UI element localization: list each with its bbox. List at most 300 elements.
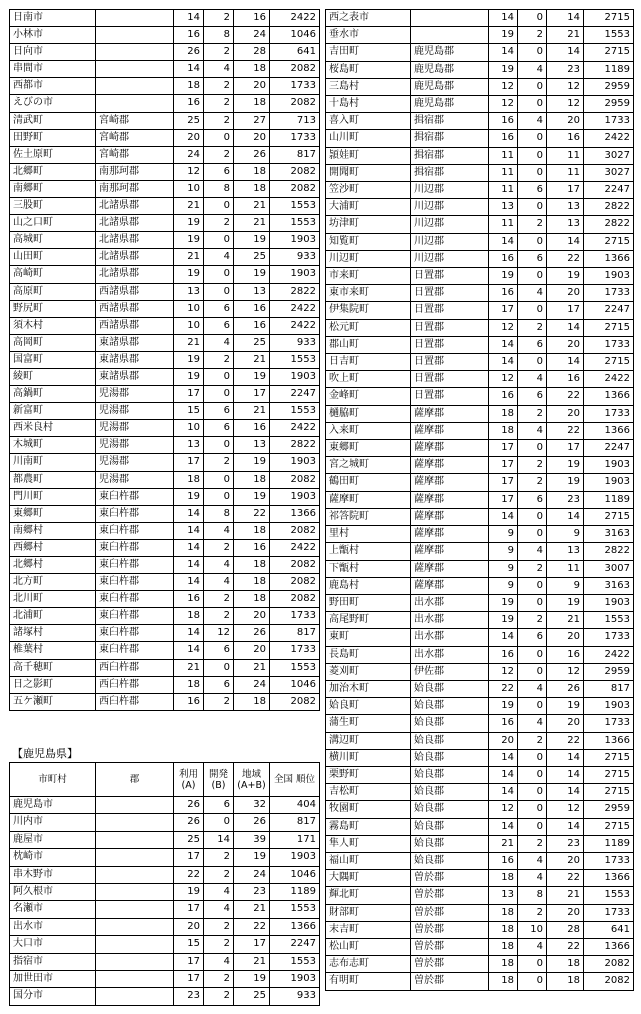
dev-score-cell: 2 (518, 560, 547, 577)
municipality-cell: 鶴田町 (326, 474, 411, 491)
national-rank-cell: 2715 (584, 784, 634, 801)
municipality-cell: 加世田市 (10, 971, 96, 988)
table-row (10, 557, 320, 574)
region-score-cell: 25 (234, 988, 270, 1005)
region-score-cell: 20 (234, 642, 270, 659)
table-row (10, 936, 320, 953)
dev-score-cell: 6 (204, 797, 234, 814)
table-row (326, 766, 634, 783)
table-row (10, 351, 320, 368)
county-cell: 曽於郡 (411, 973, 489, 990)
national-rank-cell: 1046 (270, 866, 320, 883)
region-score-cell: 14 (547, 508, 584, 525)
county-cell: 薩摩郡 (411, 491, 489, 508)
table-row (10, 591, 320, 608)
dev-score-cell: 4 (204, 61, 234, 78)
use-score-cell: 14 (489, 44, 518, 61)
dev-score-cell: 4 (204, 901, 234, 918)
dev-score-cell: 4 (204, 249, 234, 266)
county-cell: 姶良郡 (411, 680, 489, 697)
county-cell: 日置郡 (411, 268, 489, 285)
county-cell: 姶良郡 (411, 715, 489, 732)
region-score-cell: 16 (234, 10, 270, 27)
dev-score-cell: 2 (204, 539, 234, 556)
national-rank-cell: 1553 (270, 953, 320, 970)
municipality-cell: 垂水市 (326, 27, 411, 44)
table-row (10, 437, 320, 454)
national-rank-cell: 1366 (584, 422, 634, 439)
region-score-cell: 21 (234, 351, 270, 368)
county-cell: 北諸県郡 (96, 232, 174, 249)
county-cell: 北諸県郡 (96, 215, 174, 232)
table-row (10, 849, 320, 866)
use-score-cell: 17 (174, 901, 204, 918)
region-score-cell: 39 (234, 831, 270, 848)
municipality-cell: 西米良村 (10, 420, 96, 437)
table-row (10, 539, 320, 556)
table-row (10, 625, 320, 642)
municipality-cell: 北郷村 (10, 557, 96, 574)
national-rank-cell: 1903 (270, 266, 320, 283)
use-score-cell: 14 (489, 10, 518, 27)
national-rank-cell: 1733 (584, 113, 634, 130)
county-cell: 東臼杵郡 (96, 557, 174, 574)
use-score-cell: 20 (174, 918, 204, 935)
use-score-cell: 17 (489, 491, 518, 508)
national-rank-cell: 933 (270, 334, 320, 351)
dev-score-cell: 12 (204, 625, 234, 642)
county-cell (96, 936, 174, 953)
use-score-cell: 19 (489, 61, 518, 78)
use-score-cell: 9 (489, 577, 518, 594)
region-score-cell: 22 (234, 505, 270, 522)
municipality-cell: 阿久根市 (10, 884, 96, 901)
dev-score-cell: 2 (518, 732, 547, 749)
dev-score-cell: 0 (518, 508, 547, 525)
region-score-cell: 14 (547, 784, 584, 801)
national-rank-cell: 171 (270, 831, 320, 848)
municipality-cell: 高尾野町 (326, 612, 411, 629)
municipality-cell: 吹上町 (326, 371, 411, 388)
table-row (326, 285, 634, 302)
county-cell: 姶良郡 (411, 732, 489, 749)
dev-score-cell: 6 (518, 336, 547, 353)
table-row (10, 814, 320, 831)
dev-score-cell: 8 (204, 27, 234, 44)
dev-score-cell: 2 (204, 78, 234, 95)
municipality-cell: 鹿島村 (326, 577, 411, 594)
municipality-cell: 伊集院町 (326, 302, 411, 319)
use-score-cell: 18 (489, 956, 518, 973)
county-cell: 薩摩郡 (411, 543, 489, 560)
region-score-cell: 18 (547, 973, 584, 990)
table-row (326, 10, 634, 27)
county-cell: 西臼杵郡 (96, 659, 174, 676)
use-score-cell: 19 (489, 698, 518, 715)
national-rank-cell: 1553 (270, 215, 320, 232)
dev-score-cell: 4 (204, 574, 234, 591)
dev-score-cell: 0 (204, 437, 234, 454)
table-row (10, 454, 320, 471)
dev-score-cell: 0 (518, 354, 547, 371)
table-row (326, 61, 634, 78)
municipality-cell: 山之口町 (10, 215, 96, 232)
dev-score-cell: 2 (518, 904, 547, 921)
use-score-cell: 16 (174, 27, 204, 44)
national-rank-cell: 1733 (584, 336, 634, 353)
county-cell: 宮崎郡 (96, 146, 174, 163)
municipality-cell: 笠沙町 (326, 182, 411, 199)
region-score-cell: 20 (547, 904, 584, 921)
county-cell: 東臼杵郡 (96, 591, 174, 608)
use-score-cell: 10 (174, 180, 204, 197)
table-row (326, 233, 634, 250)
municipality-cell: 門川町 (10, 488, 96, 505)
header-rank: 全国 順位 (270, 763, 320, 797)
region-score-cell: 22 (547, 250, 584, 267)
national-rank-cell: 1189 (584, 491, 634, 508)
national-rank-cell: 2247 (270, 386, 320, 403)
municipality-cell: 頴娃町 (326, 147, 411, 164)
national-rank-cell: 1553 (270, 351, 320, 368)
region-score-cell: 9 (547, 577, 584, 594)
national-rank-cell: 1189 (270, 884, 320, 901)
table-row (10, 300, 320, 317)
municipality-cell: 市来町 (326, 268, 411, 285)
municipality-cell: 有明町 (326, 973, 411, 990)
use-score-cell: 25 (174, 112, 204, 129)
national-rank-cell: 1903 (270, 368, 320, 385)
county-cell: 日置郡 (411, 354, 489, 371)
municipality-cell: 佐土原町 (10, 146, 96, 163)
dev-score-cell: 4 (518, 680, 547, 697)
table-row (326, 577, 634, 594)
region-score-cell: 21 (547, 887, 584, 904)
table-row (326, 354, 634, 371)
national-rank-cell: 641 (584, 921, 634, 938)
table-row (326, 956, 634, 973)
dev-score-cell: 0 (518, 784, 547, 801)
dev-score-cell: 2 (204, 146, 234, 163)
county-cell: 東諸県郡 (96, 368, 174, 385)
dev-score-cell: 4 (518, 543, 547, 560)
county-cell: 児湯郡 (96, 386, 174, 403)
table-row (10, 61, 320, 78)
region-score-cell: 21 (547, 27, 584, 44)
county-cell: 東臼杵郡 (96, 574, 174, 591)
municipality-cell: 新富町 (10, 403, 96, 420)
region-score-cell: 19 (234, 266, 270, 283)
dev-score-cell: 0 (204, 198, 234, 215)
national-rank-cell: 2422 (584, 646, 634, 663)
dev-score-cell: 0 (518, 973, 547, 990)
region-score-cell: 14 (547, 10, 584, 27)
dev-score-cell: 0 (518, 164, 547, 181)
national-rank-cell: 1903 (584, 268, 634, 285)
dev-score-cell: 2 (204, 608, 234, 625)
use-score-cell: 14 (174, 61, 204, 78)
municipality-cell: 北方町 (10, 574, 96, 591)
region-score-cell: 19 (547, 268, 584, 285)
use-score-cell: 13 (489, 199, 518, 216)
county-cell (96, 95, 174, 112)
table-row (326, 147, 634, 164)
use-score-cell: 14 (174, 522, 204, 539)
municipality-cell: 溝辺町 (326, 732, 411, 749)
table-row (10, 317, 320, 334)
region-score-cell: 26 (234, 814, 270, 831)
use-score-cell: 14 (489, 233, 518, 250)
table-row (10, 866, 320, 883)
region-score-cell: 20 (234, 608, 270, 625)
dev-score-cell: 4 (204, 884, 234, 901)
municipality-cell: 串間市 (10, 61, 96, 78)
dev-score-cell: 0 (204, 129, 234, 146)
dev-score-cell: 0 (518, 577, 547, 594)
county-cell (96, 44, 174, 61)
use-score-cell: 14 (174, 539, 204, 556)
county-cell: 薩摩郡 (411, 560, 489, 577)
national-rank-cell: 1366 (584, 938, 634, 955)
county-cell: 姶良郡 (411, 784, 489, 801)
region-score-cell: 19 (234, 849, 270, 866)
region-score-cell: 14 (547, 749, 584, 766)
municipality-cell: 桜島町 (326, 61, 411, 78)
national-rank-cell: 2959 (584, 801, 634, 818)
county-cell: 西諸県郡 (96, 317, 174, 334)
use-score-cell: 19 (489, 594, 518, 611)
table-row (10, 505, 320, 522)
municipality-cell: 入来町 (326, 422, 411, 439)
dev-score-cell: 2 (204, 866, 234, 883)
national-rank-cell: 3007 (584, 560, 634, 577)
national-rank-cell: 1903 (270, 454, 320, 471)
kagoshima-continued-table-body (326, 10, 634, 991)
use-score-cell: 18 (174, 78, 204, 95)
county-cell: 日置郡 (411, 302, 489, 319)
dev-score-cell: 2 (204, 849, 234, 866)
dev-score-cell: 0 (518, 96, 547, 113)
dev-score-cell: 2 (204, 454, 234, 471)
use-score-cell: 16 (174, 95, 204, 112)
dev-score-cell: 4 (204, 953, 234, 970)
county-cell: 伊佐郡 (411, 663, 489, 680)
use-score-cell: 15 (174, 403, 204, 420)
dev-score-cell: 8 (204, 505, 234, 522)
county-cell: 児湯郡 (96, 403, 174, 420)
county-cell: 姶良郡 (411, 749, 489, 766)
municipality-cell: 小林市 (10, 27, 96, 44)
county-cell: 東臼杵郡 (96, 539, 174, 556)
county-cell: 川辺郡 (411, 216, 489, 233)
dev-score-cell: 2 (204, 591, 234, 608)
region-score-cell: 16 (234, 317, 270, 334)
dev-score-cell: 6 (204, 300, 234, 317)
use-score-cell: 17 (174, 386, 204, 403)
national-rank-cell: 2715 (584, 354, 634, 371)
table-row (326, 835, 634, 852)
use-score-cell: 9 (489, 560, 518, 577)
use-score-cell: 14 (489, 508, 518, 525)
municipality-cell: 牧園町 (326, 801, 411, 818)
region-score-cell: 18 (234, 95, 270, 112)
county-cell: 出水郡 (411, 646, 489, 663)
region-score-cell: 26 (234, 625, 270, 642)
municipality-cell: 日之影町 (10, 676, 96, 693)
region-score-cell: 11 (547, 560, 584, 577)
use-score-cell: 19 (174, 232, 204, 249)
national-rank-cell: 2082 (270, 471, 320, 488)
county-cell: 西諸県郡 (96, 283, 174, 300)
dev-score-cell: 0 (204, 386, 234, 403)
region-score-cell: 25 (234, 334, 270, 351)
table-row (10, 522, 320, 539)
region-score-cell: 20 (547, 285, 584, 302)
national-rank-cell: 3027 (584, 147, 634, 164)
county-cell: 鹿児島郡 (411, 44, 489, 61)
region-score-cell: 21 (234, 953, 270, 970)
county-cell (96, 27, 174, 44)
region-score-cell: 16 (547, 371, 584, 388)
municipality-cell: 日南市 (10, 10, 96, 27)
region-score-cell: 19 (234, 971, 270, 988)
county-cell (96, 61, 174, 78)
use-score-cell: 12 (489, 371, 518, 388)
dev-score-cell: 4 (204, 334, 234, 351)
municipality-cell: 東市来町 (326, 285, 411, 302)
national-rank-cell: 1733 (584, 285, 634, 302)
table-row (326, 646, 634, 663)
region-score-cell: 18 (234, 61, 270, 78)
region-score-cell: 18 (234, 693, 270, 710)
use-score-cell: 11 (489, 182, 518, 199)
region-score-cell: 9 (547, 526, 584, 543)
table-row (10, 266, 320, 283)
table-row (10, 10, 320, 27)
table-row (326, 818, 634, 835)
region-score-cell: 12 (547, 96, 584, 113)
table-row (10, 27, 320, 44)
region-score-cell: 13 (547, 216, 584, 233)
county-cell: 児湯郡 (96, 471, 174, 488)
national-rank-cell: 1733 (584, 629, 634, 646)
region-score-cell: 13 (547, 543, 584, 560)
municipality-cell: 福山町 (326, 852, 411, 869)
municipality-cell: 下甑村 (326, 560, 411, 577)
dev-score-cell: 4 (518, 870, 547, 887)
municipality-cell: 川南町 (10, 454, 96, 471)
national-rank-cell: 2422 (270, 10, 320, 27)
use-score-cell: 17 (174, 971, 204, 988)
dev-score-cell: 4 (518, 852, 547, 869)
table-row (326, 216, 634, 233)
use-score-cell: 14 (489, 749, 518, 766)
region-score-cell: 19 (547, 594, 584, 611)
dev-score-cell: 2 (204, 10, 234, 27)
national-rank-cell: 2247 (584, 302, 634, 319)
national-rank-cell: 1733 (584, 715, 634, 732)
county-cell: 曽於郡 (411, 956, 489, 973)
national-rank-cell: 1189 (584, 835, 634, 852)
county-cell: 薩摩郡 (411, 526, 489, 543)
dev-score-cell: 2 (204, 936, 234, 953)
header-region: 地域 (A+B) (234, 763, 270, 797)
county-cell: 揖宿郡 (411, 164, 489, 181)
municipality-cell: 知覧町 (326, 233, 411, 250)
region-score-cell: 14 (547, 766, 584, 783)
municipality-cell: 田野町 (10, 129, 96, 146)
national-rank-cell: 817 (270, 814, 320, 831)
municipality-cell: 東郷町 (326, 440, 411, 457)
region-score-cell: 19 (234, 488, 270, 505)
municipality-cell: 財部町 (326, 904, 411, 921)
region-score-cell: 22 (547, 938, 584, 955)
table-row (10, 368, 320, 385)
use-score-cell: 11 (489, 164, 518, 181)
table-row (10, 146, 320, 163)
table-row (326, 508, 634, 525)
dev-score-cell: 0 (518, 663, 547, 680)
national-rank-cell: 2082 (270, 522, 320, 539)
dev-score-cell: 6 (518, 250, 547, 267)
county-cell: 曽於郡 (411, 921, 489, 938)
region-score-cell: 16 (547, 646, 584, 663)
county-cell (96, 797, 174, 814)
county-cell (96, 814, 174, 831)
county-cell: 西臼杵郡 (96, 676, 174, 693)
use-score-cell: 17 (174, 849, 204, 866)
kagoshima-table-header (10, 763, 320, 797)
region-score-cell: 28 (234, 44, 270, 61)
national-rank-cell: 1733 (584, 405, 634, 422)
municipality-cell: 木城町 (10, 437, 96, 454)
use-score-cell: 19 (174, 351, 204, 368)
table-row (10, 95, 320, 112)
municipality-cell: 国分市 (10, 988, 96, 1005)
dev-score-cell: 2 (204, 351, 234, 368)
national-rank-cell: 1366 (584, 732, 634, 749)
use-score-cell: 14 (489, 336, 518, 353)
dev-score-cell: 2 (518, 835, 547, 852)
national-rank-cell: 2715 (584, 749, 634, 766)
municipality-cell: 山川町 (326, 130, 411, 147)
municipality-cell: 日向市 (10, 44, 96, 61)
national-rank-cell: 2422 (270, 317, 320, 334)
dev-score-cell: 2 (204, 918, 234, 935)
national-rank-cell: 2959 (584, 78, 634, 95)
municipality-cell: 国富町 (10, 351, 96, 368)
national-rank-cell: 933 (270, 988, 320, 1005)
region-score-cell: 24 (234, 27, 270, 44)
national-rank-cell: 817 (270, 146, 320, 163)
region-score-cell: 20 (547, 113, 584, 130)
header-row (10, 763, 320, 797)
county-cell: 宮崎郡 (96, 112, 174, 129)
table-row (326, 904, 634, 921)
county-cell: 日置郡 (411, 319, 489, 336)
county-cell (96, 953, 174, 970)
municipality-cell: 鹿児島市 (10, 797, 96, 814)
dev-score-cell: 4 (518, 285, 547, 302)
table-row (326, 732, 634, 749)
municipality-cell: 吉田町 (326, 44, 411, 61)
dev-score-cell: 2 (204, 215, 234, 232)
table-row (10, 918, 320, 935)
dev-score-cell: 4 (204, 557, 234, 574)
table-row (326, 113, 634, 130)
table-row (326, 44, 634, 61)
table-row (10, 249, 320, 266)
